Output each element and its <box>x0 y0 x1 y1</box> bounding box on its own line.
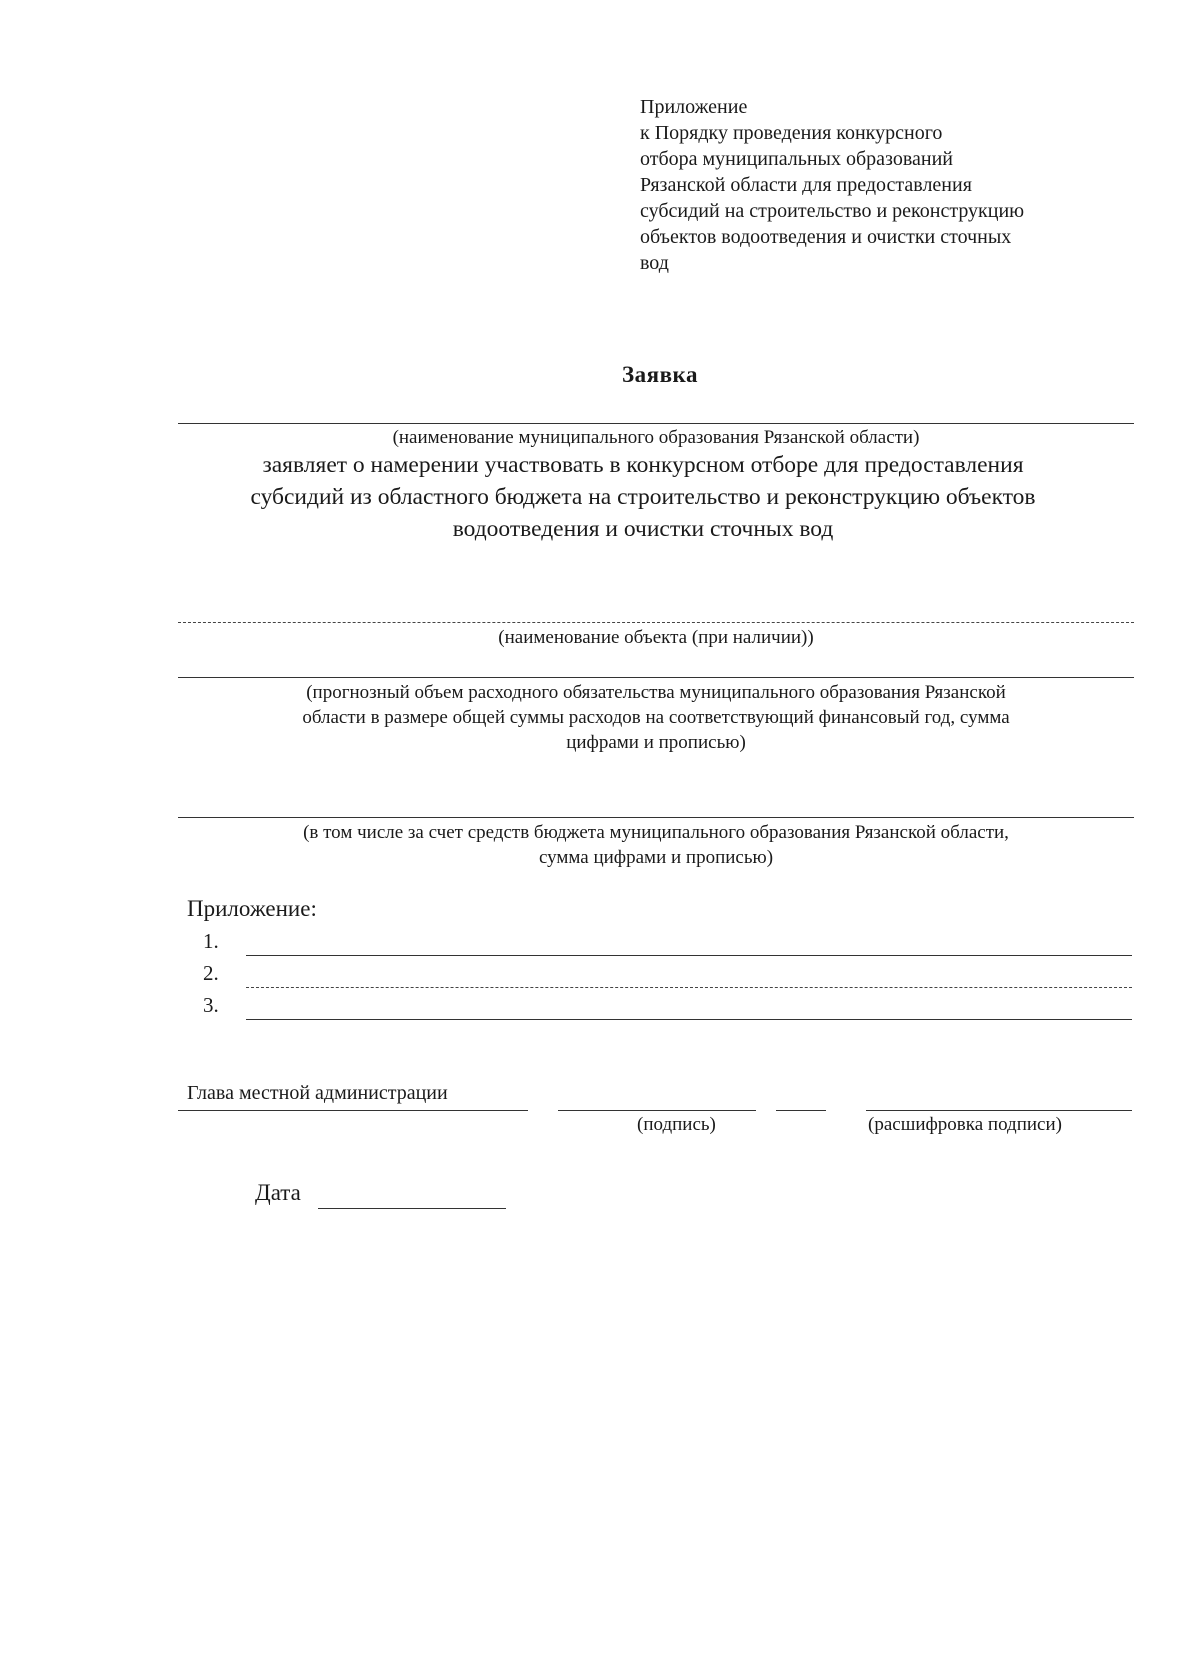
appendix-header-line: Приложение <box>640 96 748 118</box>
document-title: Заявка <box>622 362 698 387</box>
appendix-header-line: субсидий на строительство и реконструкцию <box>640 200 1025 222</box>
statement-text <box>178 449 1108 545</box>
attachment-line <box>246 987 1132 988</box>
signature-decoding-caption: (расшифровка подписи) <box>868 1114 1062 1135</box>
attachment-line <box>246 955 1132 956</box>
statement-line: заявляет о намерении участвовать в конкурсном отборе для предоставления <box>262 452 1024 478</box>
budget-caption <box>178 820 1134 870</box>
expense-line <box>178 677 1134 678</box>
signature-decoding-line <box>866 1110 1132 1111</box>
budget-line <box>178 817 1134 818</box>
object-caption: (наименование объекта (при наличии)) <box>498 627 814 648</box>
appendix-header-line: к Порядку проведения конкурсного <box>640 122 943 144</box>
appendix-header-line: отбора муниципальных образований <box>640 148 953 170</box>
attachments-heading: Приложение: <box>187 896 317 921</box>
municipality-caption: (наименование муниципального образования Рязанской области) <box>392 427 920 448</box>
position-line <box>178 1110 528 1111</box>
expense-caption <box>178 680 1134 755</box>
expense-caption-line: (прогнозный объем расходного обязательства муниципального образования Рязанской <box>306 682 1006 703</box>
attachment-number: 2. <box>203 961 219 985</box>
municipality-name-line <box>178 423 1134 424</box>
object-name-line <box>178 622 1134 623</box>
signature-line <box>558 1110 756 1111</box>
attachment-number: 3. <box>203 993 219 1017</box>
budget-caption-line: сумма цифрами и прописью) <box>538 847 774 868</box>
head-of-administration-label: Глава местной администрации <box>187 1082 448 1104</box>
appendix-header-line: вод <box>640 252 669 274</box>
appendix-header-line: объектов водоотведения и очистки сточных <box>640 226 1012 248</box>
attachment-line <box>246 1019 1132 1020</box>
statement-line: водоотведения и очистки сточных вод <box>452 516 834 542</box>
statement-line: субсидий из областного бюджета на строительство и реконструкцию объектов <box>250 484 1036 510</box>
expense-caption-line: области в размере общей суммы расходов на соответствующий финансовый год, сумма <box>302 707 1010 728</box>
date-line <box>318 1208 506 1209</box>
signature-gap-line <box>776 1110 826 1111</box>
attachment-number: 1. <box>203 929 219 953</box>
signature-caption: (подпись) <box>637 1114 716 1135</box>
date-label: Дата <box>255 1180 301 1205</box>
appendix-header-line: Рязанской области для предоставления <box>640 174 972 196</box>
expense-caption-line: цифрами и прописью) <box>566 732 746 753</box>
budget-caption-line: (в том числе за счет средств бюджета муниципального образования Рязанской области, <box>303 822 1009 843</box>
